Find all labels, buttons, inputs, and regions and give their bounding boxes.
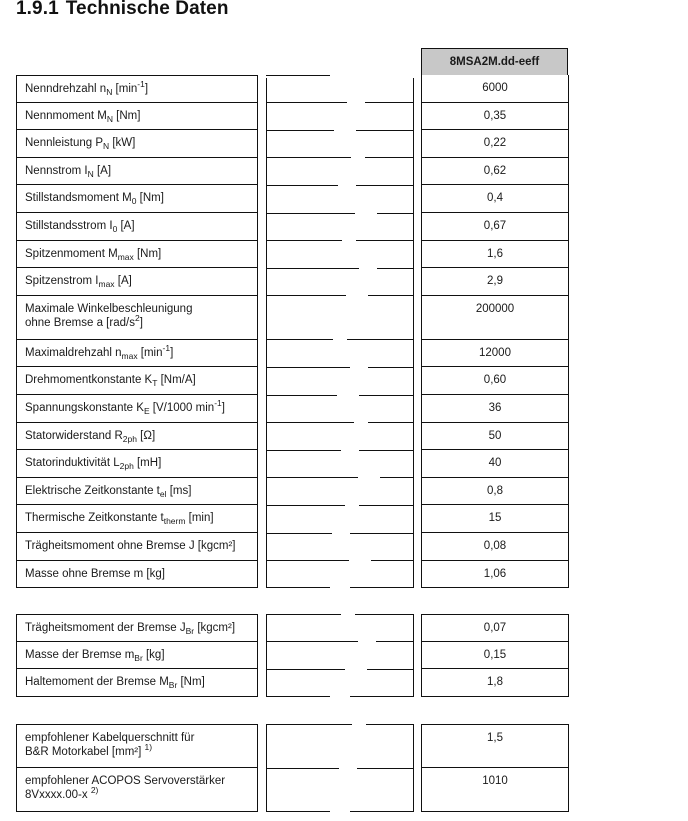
parameter-value-cell (421, 614, 569, 642)
label-text: Haltemoment der Bremse M (25, 676, 169, 689)
label-subscript: N (106, 113, 113, 124)
label-text: empfohlener Kabelquerschnitt für (25, 732, 195, 744)
parameter-value: 0,60 (483, 374, 507, 387)
parameter-label-cell (16, 130, 258, 158)
parameter-label-cell (16, 340, 258, 368)
label-tail: ] (221, 402, 225, 414)
parameter-label-cell (16, 561, 258, 589)
parameter-label (25, 731, 257, 745)
parameter-value: 36 (488, 402, 502, 414)
label-text-line2: 8Vxxxx.00-x (25, 789, 91, 801)
label-subscript: 2ph (122, 433, 137, 444)
parameter-label (25, 621, 257, 635)
model-column-header: 8MSA2M.dd-eeff (421, 48, 568, 75)
parameter-value-cell (421, 642, 569, 670)
parameter-label-cell (16, 296, 258, 340)
label-unit: [ms] (166, 484, 192, 497)
parameter-value-cell (421, 296, 569, 340)
parameter-label (25, 456, 257, 470)
parameter-label-cell (16, 185, 258, 213)
label-unit: [min] (185, 512, 214, 525)
parameter-value-cell (421, 505, 569, 533)
label-subscript: N (106, 87, 113, 97)
label-text: Trägheitsmoment der Bremse J (25, 622, 186, 634)
label-text: Stillstandsmoment M (25, 192, 132, 205)
middle-column-divider (350, 587, 414, 588)
label-text: Nennmoment M (25, 109, 107, 122)
parameter-value-cell (421, 561, 569, 589)
label-text: Trägheitsmoment ohne Bremse J [kgcm²] (25, 540, 236, 552)
parameter-value-cell (421, 213, 569, 241)
parameter-value-cell (421, 669, 569, 697)
parameter-value-cell (421, 103, 569, 131)
label-text: Masse der Bremse m (25, 648, 135, 661)
label-superscript: 1) (144, 742, 153, 752)
label-unit: [kW] (109, 137, 136, 150)
parameter-label (25, 648, 257, 662)
parameter-label-cell (16, 213, 258, 241)
parameter-label (25, 247, 257, 261)
parameter-value: 12000 (479, 346, 511, 359)
parameter-label (25, 79, 257, 97)
parameter-label-line2 (25, 742, 257, 759)
parameter-label (25, 539, 257, 553)
label-text: Statorinduktivität L (25, 457, 120, 470)
parameter-value-cell (421, 423, 569, 451)
parameter-label (25, 429, 257, 443)
parameter-label-cell (16, 367, 258, 395)
middle-column (266, 78, 414, 588)
parameter-value: 200000 (475, 302, 515, 315)
parameter-value: 50 (488, 429, 502, 442)
label-subscript: max (121, 350, 138, 361)
parameter-label-cell (16, 158, 258, 186)
parameter-value-cell (421, 158, 569, 186)
label-text: Spannungskonstante K (25, 402, 144, 414)
parameter-label-cell (16, 768, 258, 812)
parameter-label-line2 (25, 785, 257, 802)
middle-column-divider (350, 811, 414, 812)
label-unit: [kgcm²] (194, 622, 236, 634)
middle-column-divider (350, 696, 414, 697)
label-unit: [Nm/A] (157, 374, 196, 387)
label-text: Nennleistung P (25, 137, 103, 150)
parameter-label (25, 342, 257, 361)
label-text: Thermische Zeitkonstante t (25, 512, 164, 525)
label-subscript: T (152, 378, 158, 389)
label-superscript: -1 (162, 342, 171, 353)
label-unit: [Nm] (112, 109, 141, 122)
label-text: Spitzenmoment M (25, 247, 118, 260)
label-text: Nennstrom I (25, 164, 88, 177)
section-heading (16, 0, 229, 20)
parameter-value-cell (421, 450, 569, 478)
parameter-value: 0,35 (483, 109, 507, 122)
parameter-label-cell (16, 103, 258, 131)
parameter-value-cell (421, 340, 569, 368)
middle-column-divider (266, 696, 330, 697)
section-number: 1.9.1 (16, 0, 59, 19)
parameter-value: 0,67 (483, 220, 507, 232)
parameter-label-cell (16, 724, 258, 768)
label-text: Stillstandsstrom I (25, 220, 113, 232)
parameter-value: 1010 (482, 775, 508, 787)
parameter-label (25, 164, 257, 178)
label-subscript: max (98, 279, 115, 290)
parameter-label (25, 219, 257, 233)
label-unit: [kg] (142, 648, 165, 661)
parameter-value-cell (421, 768, 569, 812)
parameter-value: 15 (488, 512, 502, 525)
label-text: Maximale Winkelbeschleunigung (25, 302, 193, 315)
parameter-label-cell (16, 505, 258, 533)
label-text: empfohlener ACOPOS Servoverstärker (25, 775, 226, 787)
middle-column (266, 614, 414, 697)
label-subscript: 0 (131, 196, 137, 207)
parameter-value-cell (421, 130, 569, 158)
parameter-value: 1,8 (487, 676, 503, 689)
parameter-value-cell (421, 395, 569, 423)
parameter-value: 0,22 (483, 137, 507, 150)
parameter-value: 1,6 (487, 247, 503, 260)
parameter-value-cell (421, 533, 569, 561)
parameter-label-cell (16, 423, 258, 451)
parameter-value: 0,62 (483, 164, 507, 177)
parameter-label-cell (16, 614, 258, 642)
parameter-value-cell (421, 268, 569, 296)
middle-column-divider (266, 587, 330, 588)
middle-column-divider (266, 811, 330, 812)
label-subscript: 2ph (119, 461, 134, 472)
parameter-label (25, 511, 257, 525)
label-text: Drehmomentkonstante K (25, 374, 153, 387)
parameter-label (25, 373, 257, 387)
label-unit: [V/1000 min (149, 402, 215, 414)
parameter-label (25, 274, 257, 288)
label-subscript: Br (134, 652, 143, 663)
parameter-label-cell (16, 533, 258, 561)
label-unit: [Ω] (136, 429, 156, 442)
parameter-label (25, 484, 257, 498)
label-text-line2: ohne Bremse a [rad/s (25, 316, 135, 329)
label-unit: [mH] (133, 457, 162, 470)
parameter-label (25, 136, 257, 150)
middle-column (266, 724, 414, 812)
label-unit: [min (137, 346, 163, 359)
label-superscript: 2) (90, 785, 99, 795)
parameter-value-cell (421, 241, 569, 269)
label-text: Maximaldrehzahl n (25, 346, 122, 359)
parameter-label-cell (16, 395, 258, 423)
parameter-label (25, 675, 257, 689)
parameter-value: 6000 (482, 82, 508, 94)
parameter-label (25, 302, 257, 316)
label-subscript: Br (168, 680, 178, 691)
label-subscript: N (87, 168, 94, 179)
label-unit: [A] (114, 275, 132, 288)
parameter-value: 1,5 (487, 732, 503, 744)
label-subscript: max (117, 251, 134, 262)
label-subscript: E (143, 406, 150, 416)
section-title: Technische Daten (65, 0, 229, 19)
label-superscript: -1 (214, 398, 222, 408)
parameter-value: 0,15 (483, 648, 507, 661)
parameter-label-cell (16, 642, 258, 670)
parameter-label-cell (16, 478, 258, 506)
parameter-label (25, 774, 257, 788)
parameter-label-cell (16, 669, 258, 697)
label-superscript: -1 (137, 79, 145, 89)
label-subscript: el (159, 488, 167, 499)
parameter-value-cell (421, 185, 569, 213)
label-text: Statorwiderstand R (25, 429, 123, 442)
parameter-value-cell (421, 478, 569, 506)
parameter-label (25, 567, 257, 581)
label-unit: [Nm] (177, 676, 205, 689)
label-subscript: 0 (112, 224, 118, 234)
middle-column-divider (266, 75, 330, 76)
label-unit: [Nm] (136, 192, 164, 205)
label-subscript: therm (163, 516, 186, 527)
parameter-value: 0,8 (487, 484, 503, 497)
parameter-label-cell (16, 75, 258, 103)
parameter-value: 1,06 (483, 567, 507, 580)
label-unit: [A] (93, 164, 112, 177)
label-tail: ] (144, 83, 149, 95)
parameter-label (25, 109, 257, 123)
parameter-value: 0,4 (487, 192, 503, 205)
parameter-value-cell (421, 367, 569, 395)
parameter-label (25, 191, 257, 205)
label-unit: [min (112, 83, 138, 95)
label-superscript: 2 (134, 312, 140, 323)
label-text: Nenndrehzahl n (25, 83, 107, 95)
parameter-value: 2,9 (487, 275, 503, 288)
label-unit: [Nm] (133, 247, 162, 260)
label-tail: ] (170, 346, 174, 359)
parameter-value-cell (421, 75, 569, 103)
parameter-value: 40 (488, 457, 502, 470)
label-text: Elektrische Zeitkonstante t (25, 484, 160, 497)
label-text: Masse ohne Bremse m [kg] (25, 567, 165, 580)
parameter-value: 0,08 (483, 540, 507, 552)
label-text-line2: B&R Motorkabel [mm²] (25, 746, 145, 758)
label-subscript: Br (185, 626, 195, 636)
label-tail: ] (139, 316, 143, 329)
label-text: Spitzenstrom I (25, 275, 99, 288)
parameter-label (25, 398, 257, 416)
parameter-value: 0,07 (483, 622, 507, 634)
label-unit: [A] (117, 220, 135, 232)
parameter-label-line2 (25, 312, 257, 330)
label-subscript: N (103, 141, 110, 152)
parameter-label-cell (16, 268, 258, 296)
parameter-label-cell (16, 450, 258, 478)
parameter-label-cell (16, 241, 258, 269)
parameter-value-cell (421, 724, 569, 768)
